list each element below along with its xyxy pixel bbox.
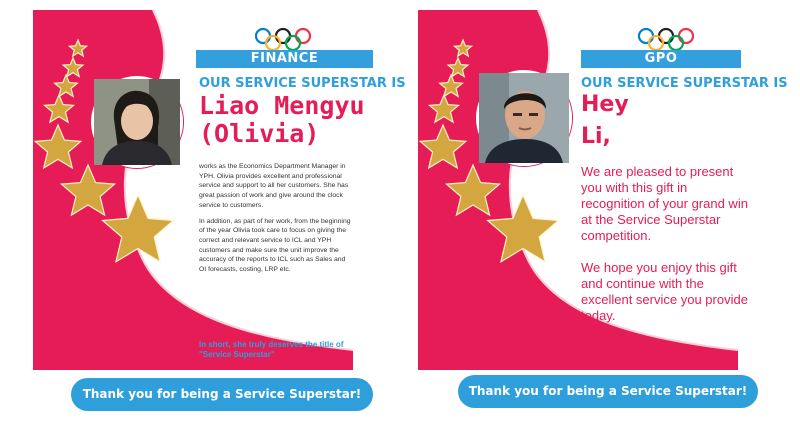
superstar-name-line1: Liao Mengyu bbox=[199, 91, 365, 120]
superstar-headline: OUR SERVICE SUPERSTAR IS bbox=[199, 76, 406, 91]
closing-statement: In short, she truly deserves the title of "Service Superstar" bbox=[199, 340, 344, 359]
person-photo-man bbox=[476, 70, 572, 166]
message-paragraph: We are pleased to present you with this gift in recognition of your grand win at the Service Superstar competition. bbox=[581, 164, 748, 243]
message-text bbox=[581, 164, 751, 340]
superstar-card-finance bbox=[33, 10, 406, 417]
superstar-headline: OUR SERVICE SUPERSTAR IS bbox=[581, 76, 788, 91]
description-paragraph: works as the Economics Department Manager in YPH. Olivia provides excellent and professional service and support to all her customers. She has great passion of work and give around the clock service to customers. bbox=[199, 163, 349, 209]
department-banner: GPO bbox=[581, 50, 741, 68]
superstar-name-line2: (Olivia) bbox=[199, 119, 320, 148]
person-photo-woman bbox=[91, 76, 183, 168]
thank-you-banner: Thank you for being a Service Superstar! bbox=[71, 378, 373, 411]
superstar-card-gpo bbox=[418, 10, 788, 417]
superstar-name-line1: Hey bbox=[581, 92, 629, 117]
superstar-name-line2: Li, bbox=[581, 124, 611, 149]
department-banner: FINANCE bbox=[196, 50, 373, 68]
description-paragraph: In addition, as part of her work, from the beginning of the year Olivia took care to focus on giving the correct and relevant service to ICL and YPH customers and make sure the unit improve the accuracy of the reports to ICL such as Sales and OI forecasts, costing, LRP etc. bbox=[199, 217, 351, 274]
thank-you-banner: Thank you for being a Service Superstar! bbox=[458, 375, 758, 408]
description-text bbox=[199, 162, 354, 281]
message-paragraph: We hope you enjoy this gift and continue with the excellent service you provide today. bbox=[581, 260, 748, 323]
